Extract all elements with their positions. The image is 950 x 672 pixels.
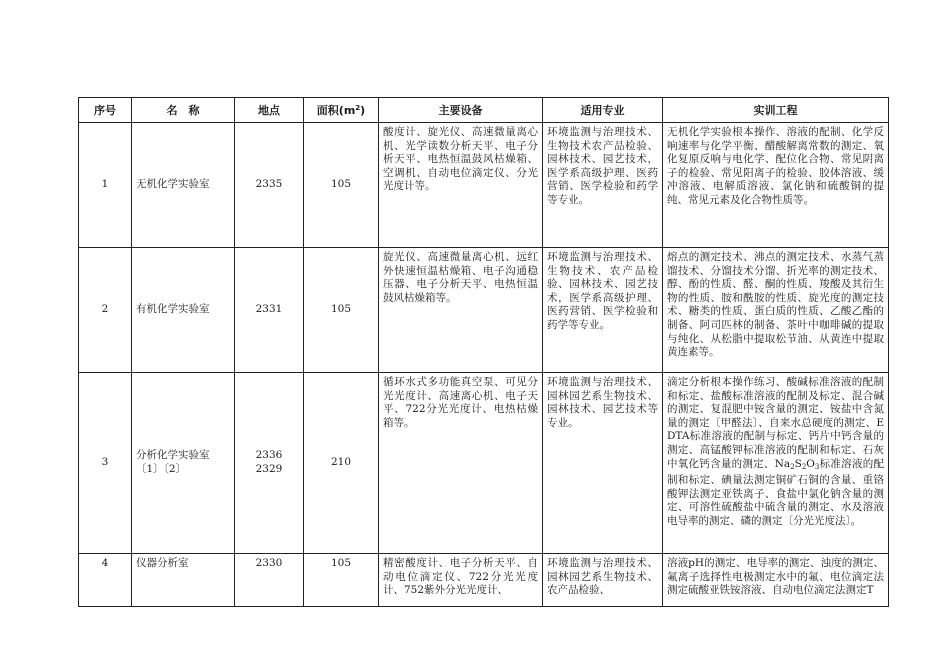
cell-equipment: 酸度计、旋光仪、高速微量离心机、光学读数分析天平、电子分析天平、电热恒温鼓风枯燥箱、空调机、自动电位滴定仪、分光光度计等。 <box>379 123 543 248</box>
formula-element-o: O <box>806 457 815 470</box>
cell-projects: 熔点的测定技术、沸点的测定技术、水蒸气蒸馏技术、分馏技术分馏、折光率的测定技术、醇、酚的性质、醛、酮的性质、羧酸及其衍生物的性质、胺和酰胺的性质、旋光度的测定技术、糖类的性质、蛋白质的性质、乙酸乙酯的制备、阿司匹林的制备、茶叶中咖啡碱的提取与纯化、从松脂中提取松节油、从黄连中提取黄连素等。 <box>663 248 889 373</box>
header-area-suffix: ) <box>360 104 366 117</box>
table-row <box>79 373 889 554</box>
header-name: 名 称 <box>132 98 235 123</box>
header-majors: 适用专业 <box>543 98 663 123</box>
cell-no: 3 <box>79 373 132 554</box>
header-projects: 实训工程 <box>663 98 889 123</box>
table-header-row <box>79 98 889 123</box>
cell-equipment <box>379 554 543 607</box>
cell-location-line1: 2336 <box>255 449 283 462</box>
cell-area: 210 <box>304 373 379 554</box>
header-equipment: 主要设备 <box>379 98 543 123</box>
projects-text-part2: 标准溶液的配制和标定、碘量法测定铜矿石铜的含量、重铬酸钾法测定亚铁离子、食盐中氯化钠含量的测定、可溶性硫酸盐中硫含量的测定、水及溶液电导率的测定、磷的测定〔分光光度法〕。 <box>667 457 884 527</box>
cell-location: 2335 <box>235 123 304 248</box>
cell-projects <box>663 554 889 607</box>
lab-table <box>78 97 889 607</box>
cell-name: 仪器分析室 <box>132 554 235 607</box>
cell-projects-text: 溶液pH的测定、电导率的测定、浊度的测定、氟离子选择性电极测定水中的氟、电位滴定法测定硫酸亚铁铵溶液、自动电位滴定法测定T <box>667 557 884 597</box>
formula-sub-2: 2 <box>801 462 807 471</box>
formula-element-s: S <box>794 457 802 470</box>
cell-location: 2331 <box>235 248 304 373</box>
cell-name: 无机化学实验室 <box>132 123 235 248</box>
cell-majors: 环境监测与治理技术、生物技术农产品检验、园林技术、园艺技术，医学系高级护理、医药营销、医学检验和药学等专业。 <box>543 123 663 248</box>
cell-equipment: 循环水式多功能真空泵、可见分光光度计、高速离心机、电子天平、722分光光度计、电热枯燥箱等。 <box>379 373 543 554</box>
table-row <box>79 248 889 373</box>
cell-majors: 环境监测与治理技术、生物技术、农产品检验、园林技术、园艺技术，医学系高级护理、医药营销、医学检验和药学等专业。 <box>543 248 663 373</box>
cell-name: 有机化学实验室 <box>132 248 235 373</box>
cell-area: 105 <box>304 123 379 248</box>
cell-area: 105 <box>304 248 379 373</box>
cell-majors: 环境监测与治理技术、园林园艺系生物技术、园林技术、园艺技术等专业。 <box>543 373 663 554</box>
cell-projects: 无机化学实验根本操作、溶液的配制、化学反响速率与化学平衡、醋酸解离常数的测定、氧化复原反响与电化学、配位化合物、常见阴离子的检验、常见阳离子的检验、胶体溶液、缓冲溶液、电解质溶液、氯化钠和硫酸铜的提纯、常见元素及化合物性质等。 <box>663 123 889 248</box>
cell-location: 2330 <box>235 554 304 607</box>
cell-no: 1 <box>79 123 132 248</box>
projects-text-part1: 滴定分析根本操作练习、酸碱标准溶液的配制和标定、盐酸标准溶液的配制及标定、混合碱的测定、复混肥中铵含量的测定、铵盐中含氮量的测定〔甲醛法〕、自来水总硬度的测定、EDTA标准溶液的配制与标定、钙片中钙含量的测定、高锰酸钾标准溶液的配制和标定、石灰中氧化钙含量的测定、Na <box>667 376 884 470</box>
cell-name-line1: 分析化学实验室 <box>136 449 210 462</box>
header-area-prefix: 面积(m <box>316 104 356 117</box>
formula-sub-1: 2 <box>790 462 795 471</box>
cell-no: 4 <box>79 554 132 607</box>
table-row <box>79 123 889 248</box>
cell-majors-text: 环境监测与治理技术、园林园艺系生物技术、农产品检验、 <box>547 557 658 597</box>
cell-equipment: 旋光仪、高速微量离心机、远红外快速恒温枯燥箱、电子沟通稳压器、电子分析天平、电热恒温鼓风枯燥箱等。 <box>379 248 543 373</box>
header-area <box>304 98 379 123</box>
header-no: 序号 <box>79 98 132 123</box>
table-row <box>79 554 889 607</box>
cell-majors <box>543 554 663 607</box>
formula-sub-3: 3 <box>814 462 820 471</box>
cell-location-line2: 2329 <box>255 463 283 475</box>
cell-name-line2: 〔1〕〔2〕 <box>136 463 187 475</box>
cell-equipment-text: 精密酸度计、电子分析天平、自动电位滴定仪、722分光光度计、752紫外分光光度计、 <box>383 557 538 597</box>
cell-name <box>132 373 235 554</box>
cell-location <box>235 373 304 554</box>
header-location: 地点 <box>235 98 304 123</box>
cell-no: 2 <box>79 248 132 373</box>
cell-projects <box>663 373 889 554</box>
cell-area: 105 <box>304 554 379 607</box>
header-area-sup: 2 <box>355 104 361 112</box>
